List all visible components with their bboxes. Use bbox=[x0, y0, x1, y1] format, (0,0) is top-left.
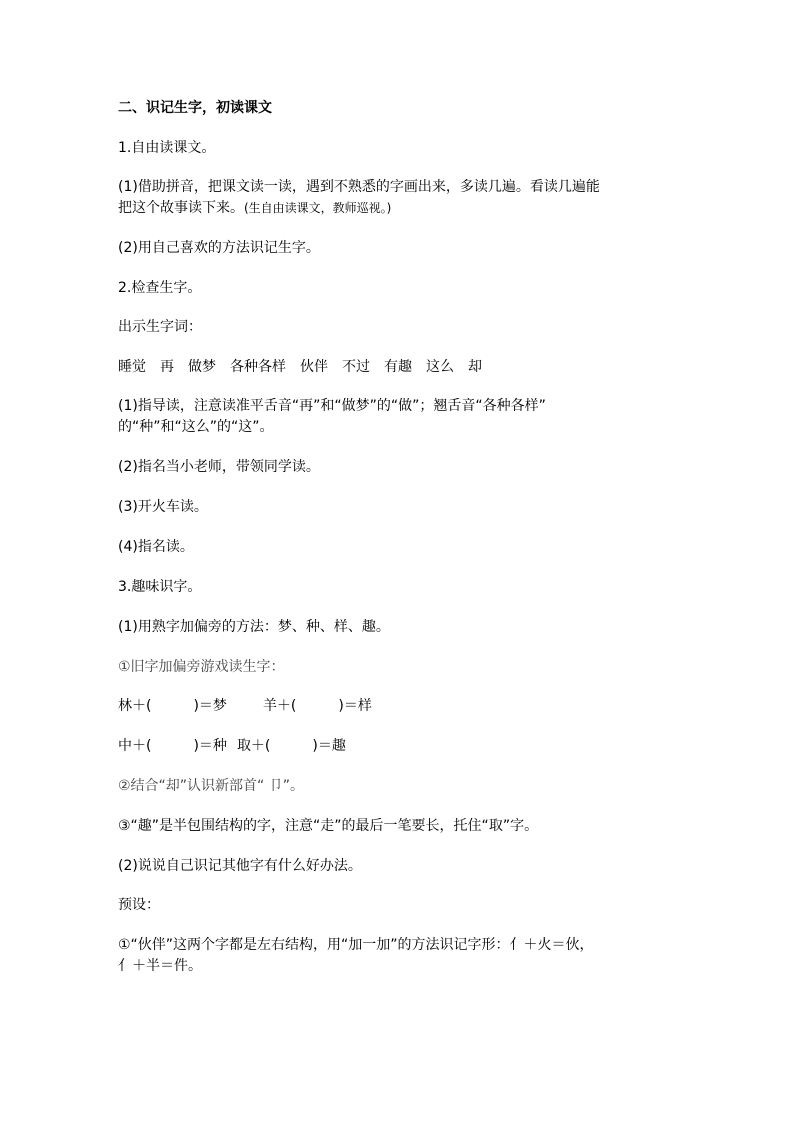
step-3: 3.趣味识字。 bbox=[118, 579, 202, 595]
word-item: 却 bbox=[468, 359, 482, 375]
step-3-a-i: ①旧字加偏旁游戏读生字： bbox=[118, 659, 285, 675]
step-1: 1.自由读课文。 bbox=[118, 140, 216, 156]
word-item: 做梦 bbox=[188, 359, 216, 375]
preset-label: 预设： bbox=[118, 897, 160, 913]
preset-1-line-1: ①“伙伴”这两个字都是左右结构，用“加一加”的方法识记字形：亻＋火＝伙， bbox=[118, 937, 594, 953]
teacher-note: (生自由读课文，教师巡视。) bbox=[244, 201, 392, 215]
word-list bbox=[118, 357, 482, 377]
word-item: 各种各样 bbox=[230, 359, 286, 375]
step-2-b: (2)指名当小老师，带领同学读。 bbox=[118, 459, 320, 475]
step-1-a-line-2-main: 把这个故事读下来。 bbox=[118, 200, 244, 216]
show-words-label: 出示生字词： bbox=[118, 319, 202, 335]
step-3-a-ii: ②结合“却”认识新部首“ 卩”。 bbox=[118, 778, 305, 794]
fill-item: 中＋( )＝种 bbox=[118, 738, 227, 754]
fill-item: 羊＋( )＝样 bbox=[262, 698, 372, 714]
word-item: 不过 bbox=[342, 359, 370, 375]
word-item: 这么 bbox=[426, 359, 454, 375]
step-3-a: (1)用熟字加偏旁的方法：梦、种、样、趣。 bbox=[118, 619, 390, 635]
step-3-a-iii: ③“趣”是半包围结构的字，注意“走”的最后一笔要长，托住“取”字。 bbox=[118, 818, 539, 834]
word-item: 伙伴 bbox=[300, 359, 328, 375]
preset-1-line-2: 亻＋半＝件。 bbox=[118, 958, 202, 974]
fill-row-2 bbox=[118, 736, 346, 756]
word-item: 睡觉 bbox=[118, 359, 146, 375]
fill-item: 林＋( )＝梦 bbox=[118, 698, 227, 714]
fill-row-1 bbox=[118, 696, 372, 716]
step-2-c: (3)开火车读。 bbox=[118, 499, 208, 515]
word-item: 有趣 bbox=[384, 359, 412, 375]
step-2-d: (4)指名读。 bbox=[118, 539, 194, 555]
word-item: 再 bbox=[160, 359, 174, 375]
fill-item: 取＋( )＝趣 bbox=[236, 738, 346, 754]
step-2-a-line-1: (1)指导读，注意读准平舌音“再”和“做梦”的“做”；翘舌音“各种各样” bbox=[118, 398, 546, 414]
step-1-a-line-1: (1)借助拼音，把课文读一读，遇到不熟悉的字画出来，多读几遍。看读几遍能 bbox=[118, 179, 600, 195]
step-2-a-line-2: 的“种”和“这么”的“这”。 bbox=[118, 419, 274, 435]
step-2: 2.检查生字。 bbox=[118, 280, 202, 296]
step-3-b: (2)说说自己识记其他字有什么好办法。 bbox=[118, 858, 362, 874]
step-1-b: (2)用自己喜欢的方法识记生字。 bbox=[118, 240, 320, 256]
section-title: 二、识记生字，初读课文 bbox=[118, 100, 272, 116]
step-1-a-line-2 bbox=[118, 198, 391, 218]
